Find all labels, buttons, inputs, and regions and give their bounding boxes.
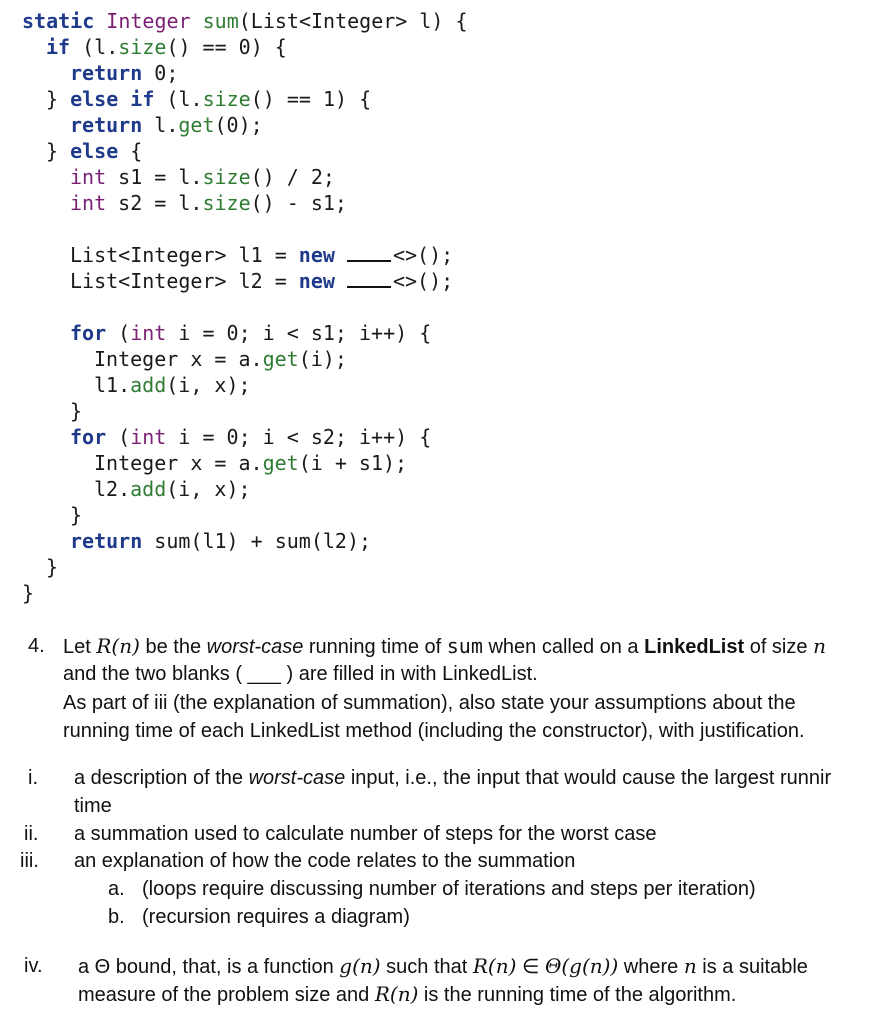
code-line: } [46, 555, 59, 579]
code-line: int s1 = l.size() / 2; [70, 165, 335, 189]
item-number-i: i. [28, 767, 38, 789]
item-iii-text: an explanation of how the code relates to the summation [74, 850, 576, 872]
code-line: l1.add(i, x); [94, 373, 251, 397]
subitem-number-a: a. [108, 878, 125, 900]
code-line: l2.add(i, x); [94, 477, 251, 501]
item-ii-text: a summation used to calculate number of steps for the worst case [74, 823, 657, 845]
question-line-4: running time of each LinkedList method (including the constructor), with justification. [63, 720, 805, 742]
code-line: return l.get(0); [70, 113, 263, 137]
code-line: for (int i = 0; i < s2; i++) { [70, 425, 432, 449]
blank [347, 244, 391, 262]
subitem-a-text: (loops require discussing number of iterations and steps per iteration) [142, 878, 756, 900]
code-line: if (l.size() == 0) { [46, 35, 287, 59]
code-line: List<Integer> l2 = new <>(); [70, 269, 454, 293]
question-line-2: and the two blanks ( ___ ) are filled in with LinkedList. [63, 663, 538, 685]
question-line-3: As part of iii (the explanation of summation), also state your assumptions about the [63, 692, 796, 714]
subitem-b-text: (recursion requires a diagram) [142, 906, 410, 928]
subitem-number-b: b. [108, 906, 125, 928]
code-line: Integer x = a.get(i); [94, 347, 347, 371]
code-line: } [70, 503, 83, 527]
question-number: 4. [28, 635, 45, 657]
code-line: Integer x = a.get(i + s1); [94, 451, 408, 475]
code-line: } [22, 581, 35, 605]
item-iv-text: a Θ bound, that, is a function g(n) such that R(n) ∈ Θ(g(n)) where n is a suitable [78, 954, 808, 978]
code-line: } [70, 399, 83, 423]
item-iv-continued: measure of the problem size and R(n) is the running time of the algorithm. [78, 982, 737, 1006]
code-line: for (int i = 0; i < s1; i++) { [70, 321, 432, 345]
item-number-ii: ii. [24, 823, 39, 845]
code-line: int s2 = l.size() - s1; [70, 191, 347, 215]
item-i-text: a description of the worst-case input, i.e., the input that would cause the largest runnir [74, 767, 832, 789]
code-line: return 0; [70, 61, 179, 85]
item-number-iii: iii. [20, 850, 39, 872]
code-line: } else { [46, 139, 143, 163]
question-line-1: Let R(n) be the worst-case running time of sum when called on a LinkedList of size n [63, 634, 826, 658]
item-number-iv: iv. [24, 955, 43, 977]
code-line: List<Integer> l1 = new <>(); [70, 243, 454, 267]
code-line: static Integer sum(List<Integer> l) { [22, 9, 468, 33]
code-line: return sum(l1) + sum(l2); [70, 529, 372, 553]
item-i-continued: time [74, 795, 112, 817]
code-line: } else if (l.size() == 1) { [46, 87, 372, 111]
blank [347, 270, 391, 288]
